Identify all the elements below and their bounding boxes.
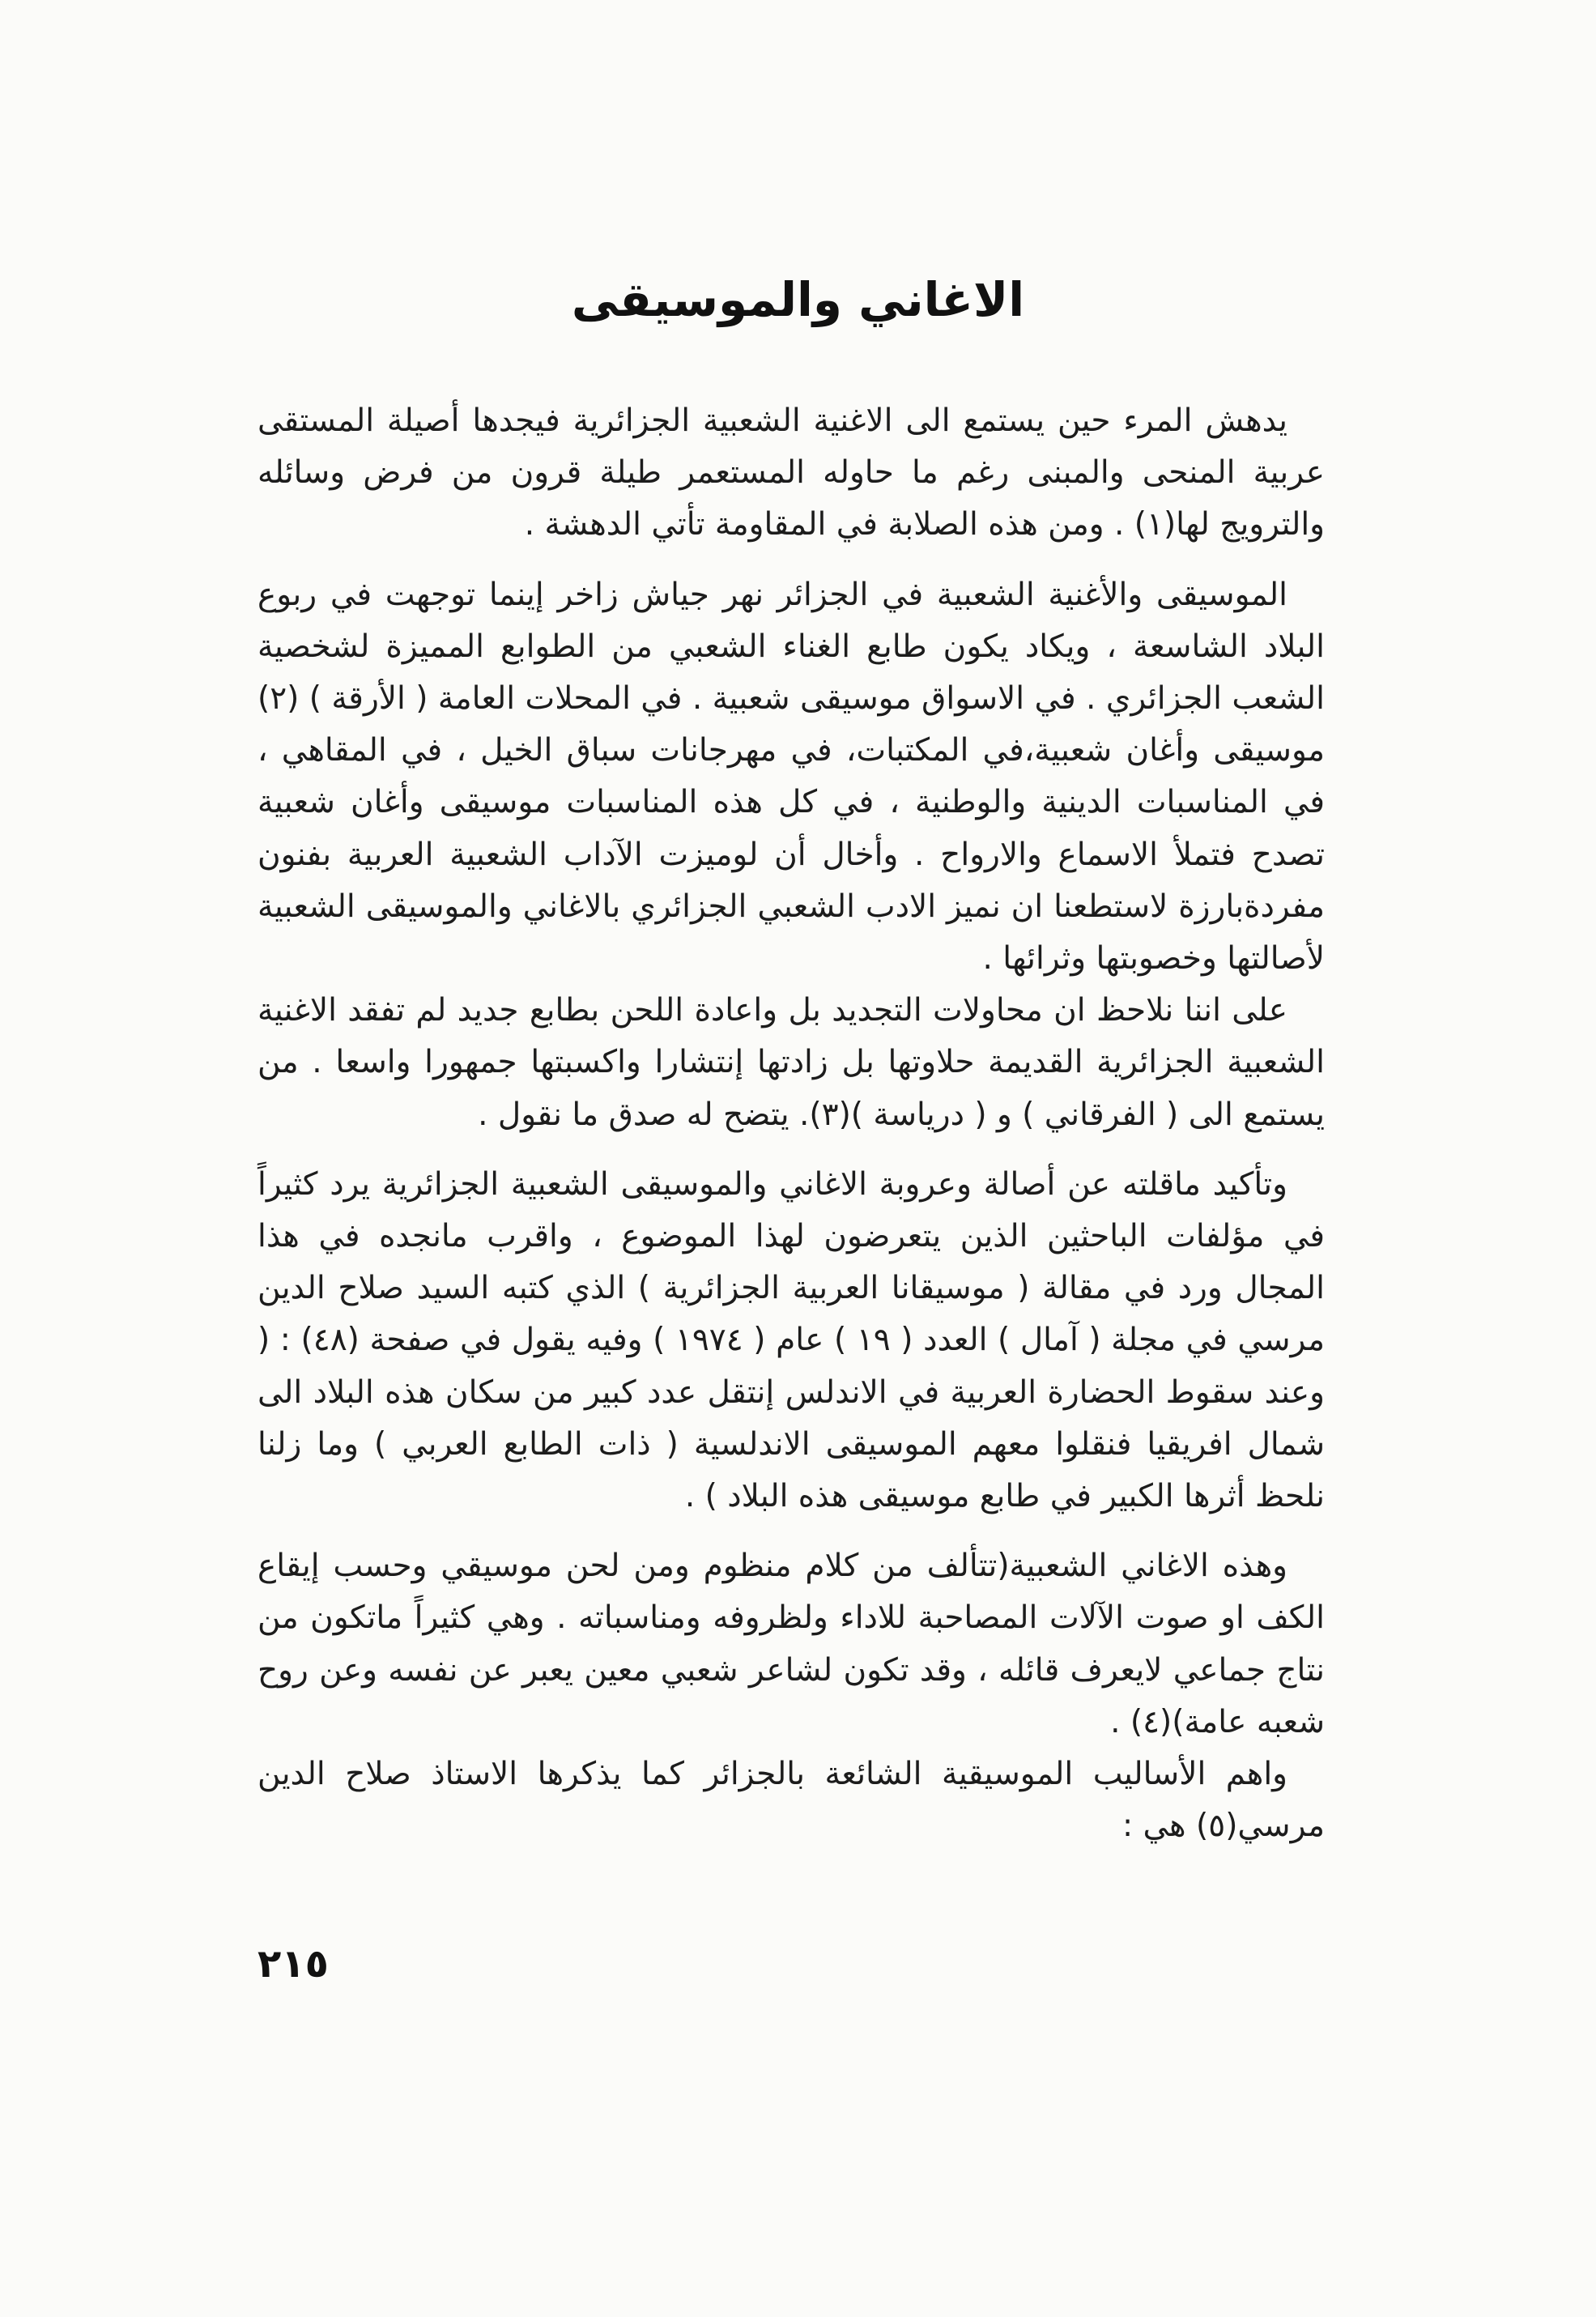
body-text (257, 395, 1325, 1852)
page-title: الاغاني والموسيقى (571, 272, 1025, 327)
paragraph-renewal: على اننا نلاحظ ان محاولات التجديد بل واعادة اللحن بطابع جديد لم تفقد الاغنية الشعبية الجزائرية القديمة حلاوتها بل زادتها إنتشارا واكسبتها جمهورا واسعا . من يستمع الى ( الفرقاني ) و ( درياسة )(٣). يتضح له صدق ما نقول . (257, 992, 1325, 1133)
page-number: ٢١٥ (257, 1941, 329, 1987)
paragraph-intro: يدهش المرء حين يستمع الى الاغنية الشعبية الجزائرية فيجدها أصيلة المستقى عربية المنحى والمبنى رغم ما حاوله المستعمر طيلة قرون من فرض وسائله والترويج لها(١) . ومن هذه الصلابة في المقاومة تأتي الدهشة . (257, 402, 1325, 543)
paragraph-styles: واهم الأساليب الموسيقية الشائعة بالجزائر كما يذكرها الاستاذ صلاح الدين مرسي(٥) هي : (257, 1756, 1325, 1845)
paragraph-folk-songs: وهذه الاغاني الشعبية(تتألف من كلام منظوم ومن لحن موسيقي وحسب إيقاع الكف او صوت الآلات المصاحبة للاداء ولظروفه ومناسباته . وهي كثيراً ماتكون من نتاج جماعي لايعرف قائله ، وقد تكون لشاعر شعبي معين يعبر عن نفسه وعن روح شعبه عامة)(٤) . (257, 1548, 1325, 1740)
paragraph-authenticity: وتأكيد ماقلته عن أصالة وعروبة الاغاني والموسيقى الشعبية الجزائرية يرد كثيراً في مؤلفات الباحثين الذين يتعرضون لهذا الموضوع ، واقرب مانجده في هذا المجال ورد في مقالة ( موسيقانا العربية الجزائرية ) الذي كتبه السيد صلاح الدين مرسي في مجلة ( آمال ) العدد ( ١٩ ) عام ( ١٩٧٤ ) وفيه يقول في صفحة (٤٨) : ( وعند سقوط الحضارة العربية في الاندلس إنتقل عدد كبير من سكان هذه البلاد الى شمال افريقيا فنقلوا معهم الموسيقى الاندلسية ( ذات الطابع العربي ) وما زلنا نلحظ أثرها الكبير في طابع موسيقى هذه البلاد ) . (257, 1165, 1325, 1515)
paragraph-music-and-song: الموسيقى والأغنية الشعبية في الجزائر نهر جياش زاخر إينما توجهت في ربوع البلاد الشاسعة ، ويكاد يكون طابع الغناء الشعبي من الطوابع المميزة لشخصية الشعب الجزائري . في الاسواق موسيقى شعبية . في المحلات العامة ( الأرقة ) (٢) موسيقى وأغان شعبية،في المكتبات، في مهرجانات سباق الخيل ، في المقاهي ، في المناسبات الدينية والوطنية ، في كل هذه المناسبات موسيقى وأغان شعبية تصدح فتملأ الاسماع والارواح . وأخال أن لوميزت الآداب الشعبية العربية بفنون مفردةبارزة لاستطعنا ان نميز الادب الشعبي الجزائري بالاغاني والموسيقى الشعبية لأصالتها وخصوبتها وثرائها . (257, 576, 1325, 977)
